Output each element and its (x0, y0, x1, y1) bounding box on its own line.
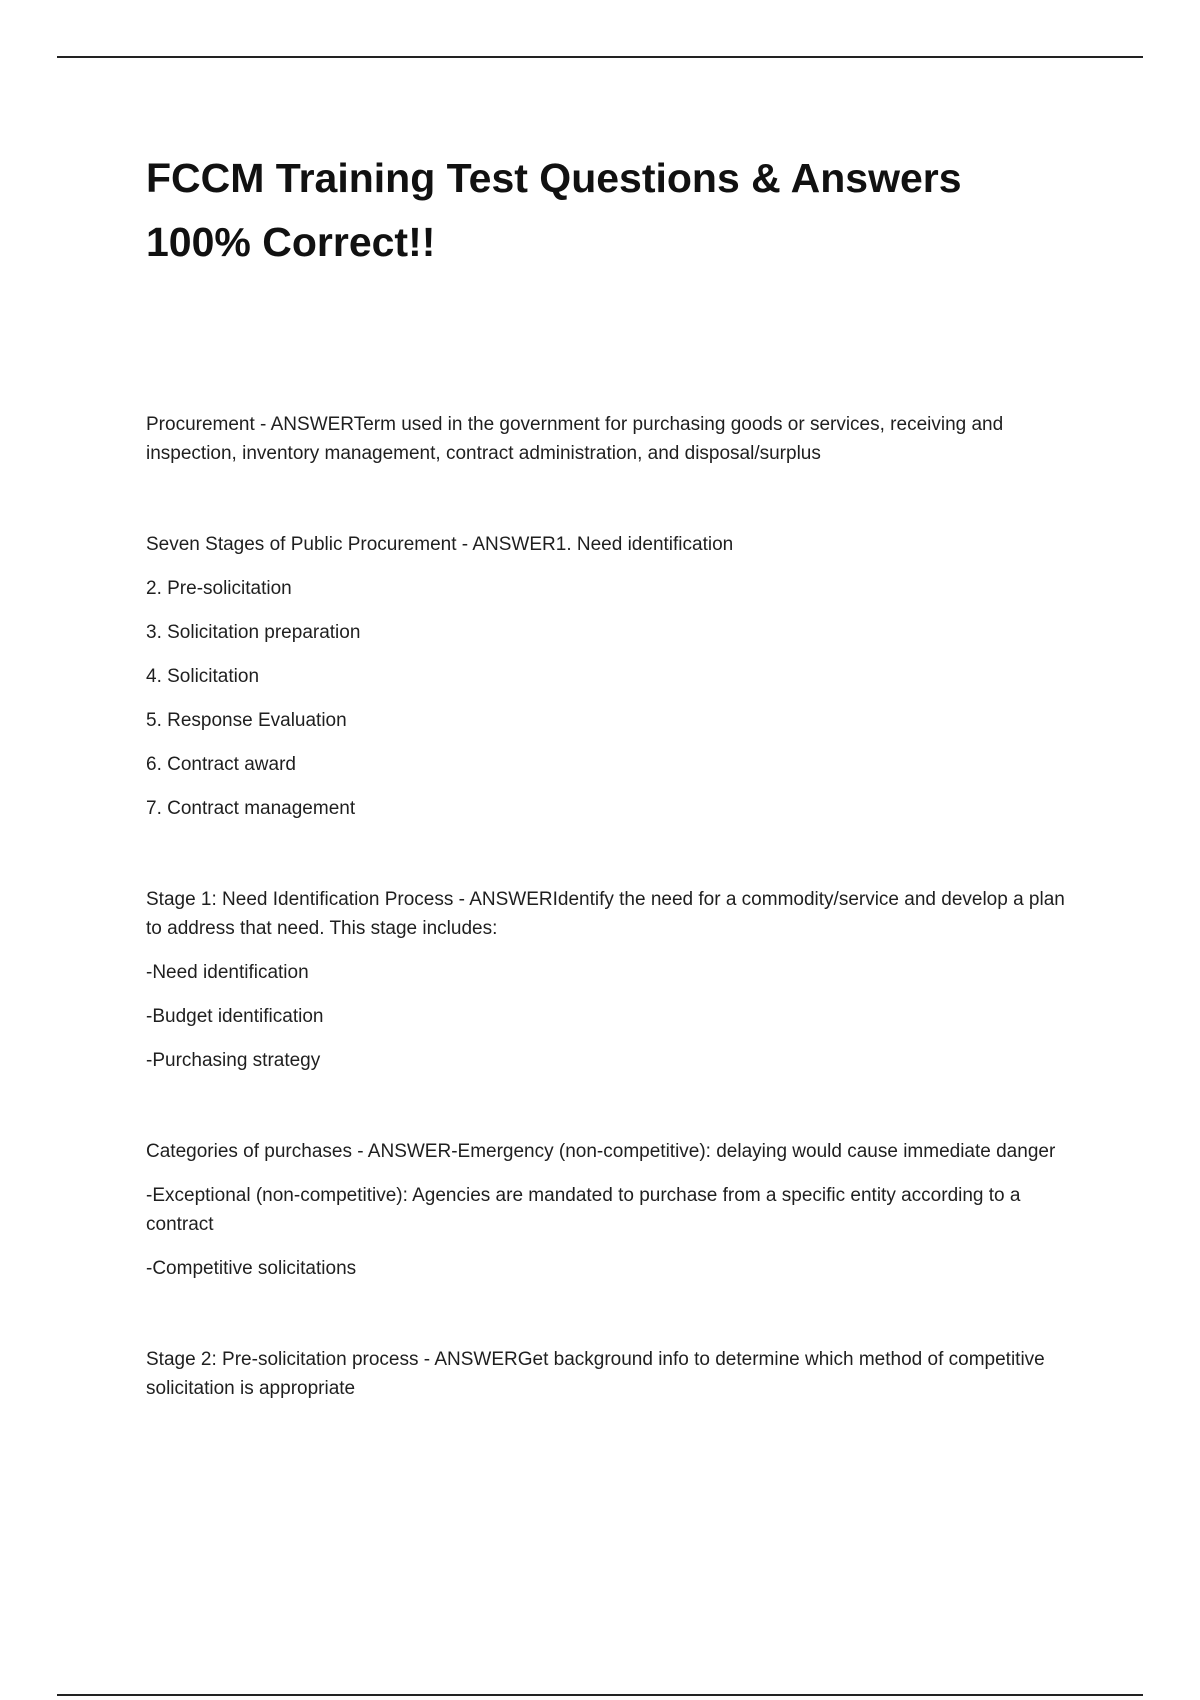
answer-tag: ANSWER (469, 889, 553, 910)
question-separator: - (254, 414, 271, 435)
title-block (146, 146, 1066, 274)
list-item: -Competitive solicitations (146, 1258, 357, 1279)
question-separator: - (351, 1141, 368, 1162)
qa-section-stage-2 (146, 1345, 1066, 1403)
list-item: 5. Response Evaluation (146, 710, 347, 731)
qa-paragraph (146, 410, 1066, 468)
answer-text: 1. Need identification (555, 534, 734, 555)
answer-text: Term used in the government for purchasing goods or services, receiving and inspection, inventory management, contract administration, and disposal/surplus (146, 414, 1004, 464)
answer-text: Identify the need for a commodity/service and develop a plan to address that need. This stage includes: (146, 889, 1065, 939)
answer-text: -Emergency (non-competitive): delaying would cause immediate danger (451, 1141, 1056, 1162)
question-text: Seven Stages of Public Procurement (146, 534, 457, 555)
qa-section-procurement (146, 410, 1066, 468)
list-item: 6. Contract award (146, 754, 296, 775)
answer-tag: ANSWER (367, 1141, 452, 1162)
question-text: Stage 1: Need Identification Process (146, 889, 454, 910)
list-item: 3. Solicitation preparation (146, 622, 361, 643)
qa-sections (146, 410, 1066, 1465)
qa-section-categories (146, 1137, 1066, 1283)
footer-rule (57, 1694, 1143, 1696)
list-item: 2. Pre-solicitation (146, 578, 292, 599)
document-title (146, 146, 1066, 274)
question-text: Categories of purchases (146, 1141, 352, 1162)
qa-section-seven-stages (146, 530, 1066, 823)
list-item: -Budget identification (146, 1006, 324, 1027)
question-separator: - (418, 1349, 435, 1370)
qa-paragraph (146, 1345, 1066, 1403)
header-rule (57, 56, 1143, 58)
question-text: Procurement (146, 414, 255, 435)
title-line-1: FCCM Training Test Questions & Answers (146, 155, 962, 201)
answer-tag: ANSWER (270, 414, 354, 435)
answer-tag: ANSWER (472, 534, 556, 555)
qa-paragraph (146, 530, 1066, 559)
title-line-2: 100% Correct!! (146, 219, 436, 265)
list-item: 7. Contract management (146, 798, 356, 819)
list-item: -Need identification (146, 962, 309, 983)
answer-tag: ANSWER (434, 1349, 518, 1370)
question-separator: - (453, 889, 470, 910)
qa-paragraph (146, 885, 1066, 943)
answer-text: Get background info to determine which method of competitive solicitation is appropriate (146, 1349, 1045, 1399)
list-item: 4. Solicitation (146, 666, 260, 687)
list-item: -Purchasing strategy (146, 1050, 321, 1071)
question-separator: - (456, 534, 473, 555)
qa-section-stage-1 (146, 885, 1066, 1075)
question-text: Stage 2: Pre-solicitation process (146, 1349, 419, 1370)
list-item: -Exceptional (non-competitive): Agencies are mandated to purchase from a specific entity according to a contract (146, 1185, 1021, 1235)
qa-paragraph (146, 1137, 1066, 1166)
